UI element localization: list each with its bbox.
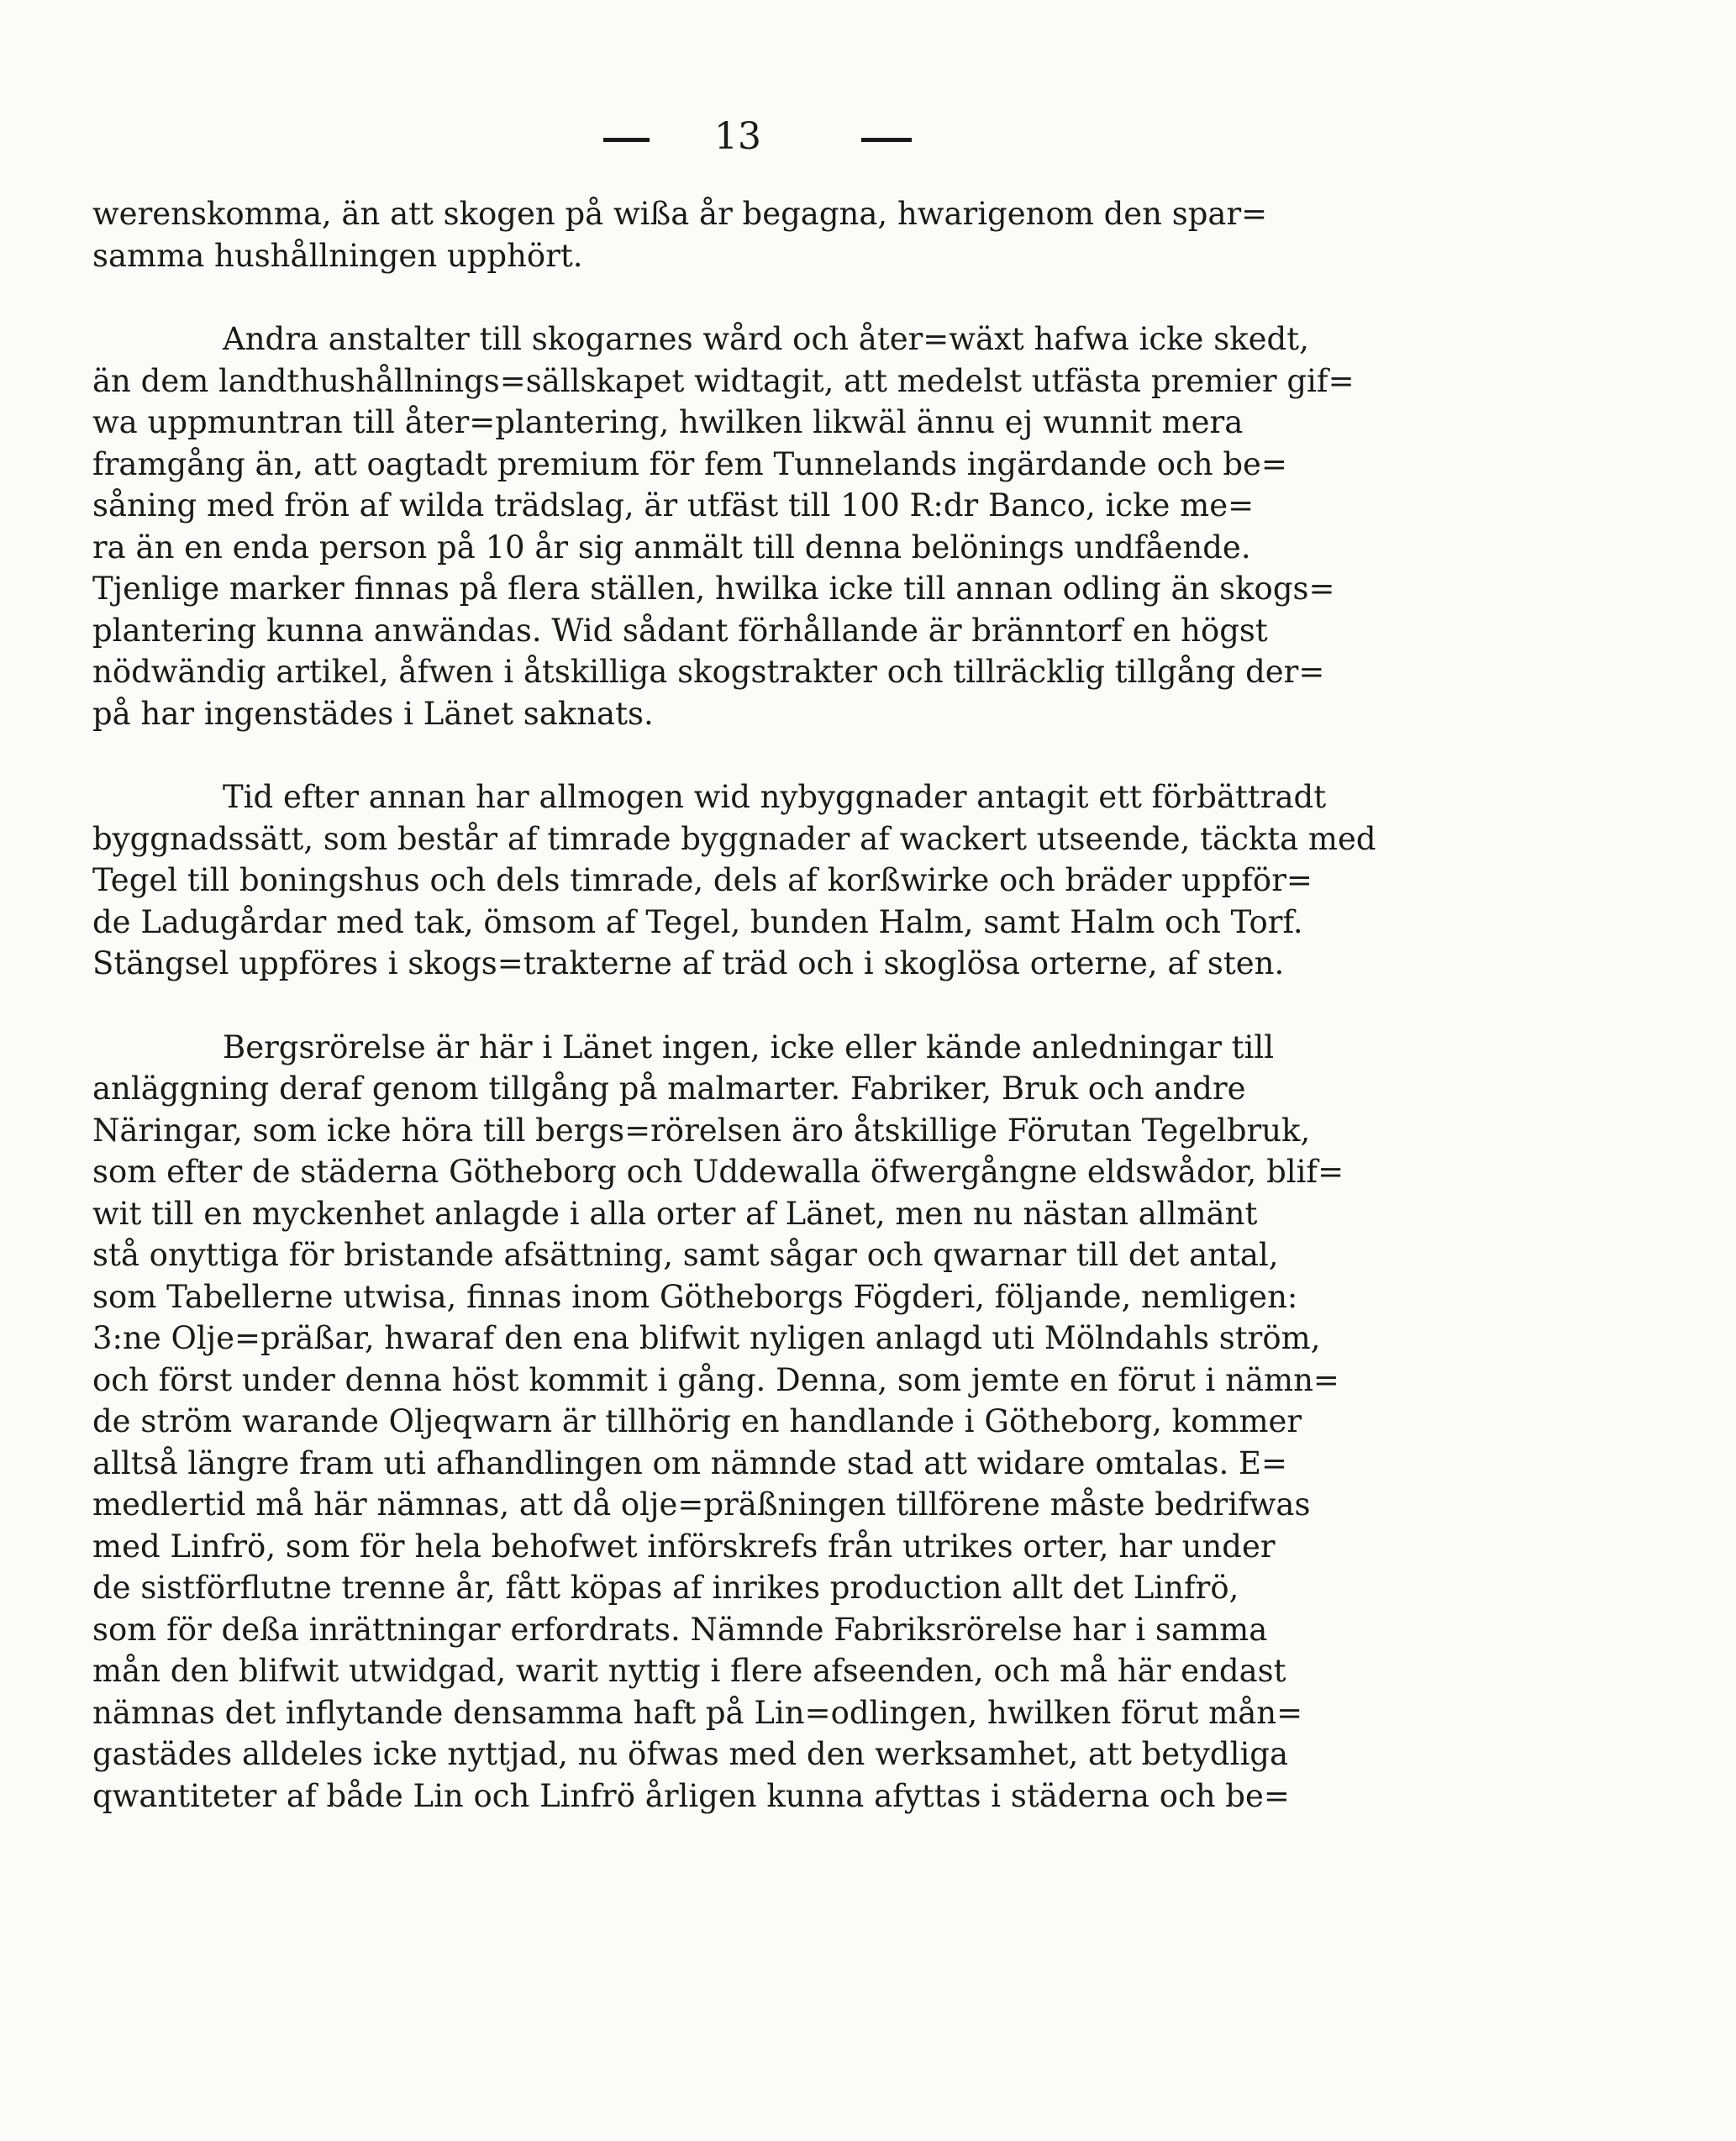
text-line: nämnas det inflytande densamma haft på Lin=odlingen, hwilken förut mån= (92, 1694, 1303, 1731)
text-line: byggnadssätt, som består af timrade byggnader af wackert utseende, täckta med (92, 820, 1376, 857)
text-line: samma hushållningen upphört. (92, 237, 583, 274)
text-line: än dem landthushållnings=sällskapet widtagit, att medelst utfästa premier gif= (92, 362, 1355, 399)
text-line: qwantiteter af både Lin och Linfrö årligen kunna afyttas i städerna och be= (92, 1777, 1290, 1814)
header-dash-left (603, 138, 650, 142)
text-line: med Linfrö, som för hela behofwet införskrefs från utrikes orter, har under (92, 1528, 1276, 1565)
text-line: framgång än, att oagtadt premium för fem Tunnelands ingärdande och be= (92, 445, 1287, 482)
text-line: Stängsel uppföres i skogs=trakterne af träd och i skoglösa orterne, af sten. (92, 945, 1285, 981)
text-line: som för deßa inrättningar erfordrats. Nämnde Fabriksrörelse har i samma (92, 1611, 1268, 1648)
text-line: de Ladugårdar med tak, ömsom af Tegel, bunden Halm, samt Halm och Torf. (92, 903, 1303, 940)
text-line: Näringar, som icke höra till bergs=rörelsen äro åtskillige Förutan Tegelbruk, (92, 1112, 1311, 1149)
page-number: 13 (714, 115, 761, 158)
text-line: Tjenlige marker finnas på flera ställen, hwilka icke till annan odling än skogs= (92, 571, 1335, 607)
paragraph-2 (92, 318, 1416, 734)
text-line: gastädes alldeles icke nyttjad, nu öfwas med den werksamhet, att betydliga (92, 1736, 1289, 1772)
text-line: alltså längre fram uti afhandlingen om nämnde stad att widare omtalas. E= (92, 1444, 1288, 1481)
text-line: som Tabellerne utwisa, finnas inom Götheborgs Fögderi, följande, nemligen: (92, 1278, 1298, 1315)
book-page (92, 101, 1416, 1817)
text-line: de ström warande Oljeqwarn är tillhörig en handlande i Götheborg, kommer (92, 1403, 1302, 1439)
text-line: stå onyttiga för bristande afsättning, samt sågar och qwarnar till det antal, (92, 1237, 1279, 1273)
text-line: Tegel till boningshus och dels timrade, dels af korßwirke och bräder uppför= (92, 862, 1313, 898)
paragraph-4 (92, 1027, 1416, 1817)
text-line: medlertid må här nämnas, att då olje=präßningen tillförene måste bedrifwas (92, 1486, 1311, 1523)
text-line: Tid efter annan har allmogen wid nybyggnader antagit ett förbättradt (223, 779, 1327, 815)
text-line: wit till en myckenhet anlagde i alla orter af Länet, men nu nästan allmänt (92, 1195, 1258, 1232)
text-line: som efter de städerna Götheborg och Uddewalla öfwergångne eldswådor, blif= (92, 1154, 1344, 1190)
text-line: wa uppmuntran till åter=plantering, hwilken likwäl ännu ej wunnit mera (92, 404, 1244, 440)
text-line: werenskomma, än att skogen på wißa år begagna, hwarigenom den spar= (92, 196, 1268, 232)
page-header (92, 101, 1416, 168)
text-line: mån den blifwit utwidgad, warit nyttig i flere afseenden, och må här endast (92, 1653, 1286, 1689)
text-line: plantering kunna anwändas. Wid sådant förhållande är bränntorf en högst (92, 612, 1268, 649)
text-line: ra än en enda person på 10 år sig anmält till denna belönings undfående. (92, 529, 1251, 565)
text-line: de sistförflutne trenne år, fått köpas af inrikes production allt det Linfrö, (92, 1570, 1239, 1606)
text-line: Andra anstalter till skogarnes wård och åter=wäxt hafwa icke skedt, (223, 321, 1309, 357)
text-line: och först under denna höst kommit i gång. Denna, som jemte en förut i nämn= (92, 1361, 1339, 1398)
text-line: anläggning deraf genom tillgång på malmarter. Fabriker, Bruk och andre (92, 1070, 1246, 1107)
text-line: Bergsrörelse är här i Länet ingen, icke eller kände anledningar till (223, 1028, 1275, 1065)
text-line: 3:ne Olje=präßar, hwaraf den ena blifwit nyligen anlagd uti Mölndahls ström, (92, 1320, 1321, 1356)
header-dash-right (861, 138, 912, 142)
paragraph-3 (92, 776, 1416, 985)
text-line: nödwändig artikel, åfwen i åtskilliga skogstrakter och tillräcklig tillgång der= (92, 654, 1325, 690)
paragraph-1 (92, 193, 1416, 276)
text-line: såning med frön af wilda trädslag, är utfäst till 100 R:dr Banco, icke me= (92, 487, 1255, 523)
text-line: på har ingenstädes i Länet saknats. (92, 695, 654, 732)
